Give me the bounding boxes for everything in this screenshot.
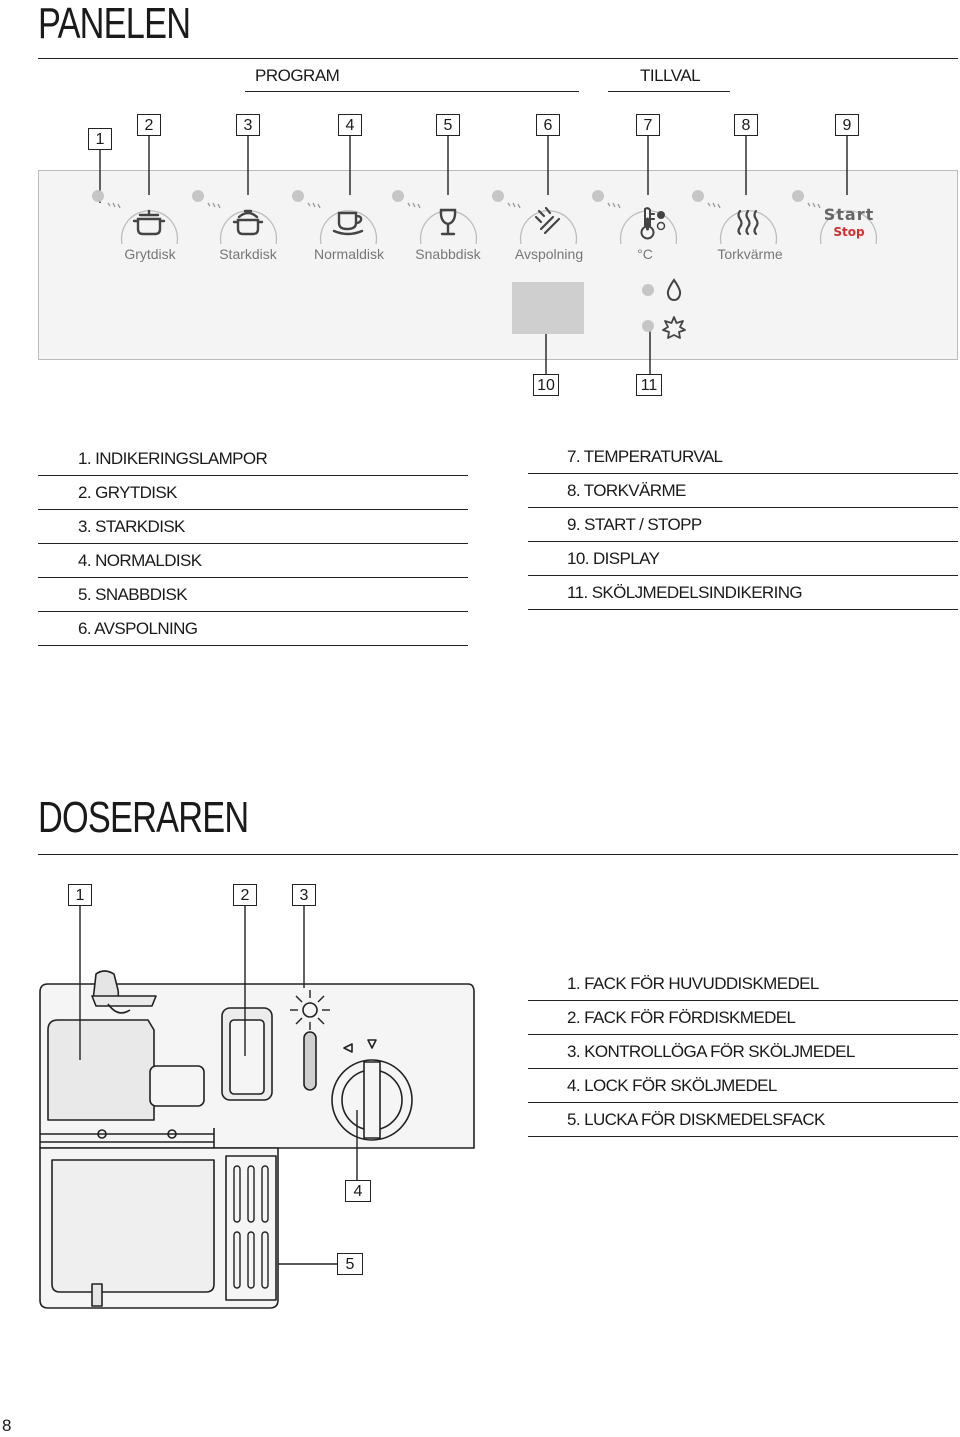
callout-10: 10	[533, 374, 559, 396]
legend-rule	[38, 509, 468, 510]
dispenser-callout-2: 2	[233, 884, 257, 906]
button-label-snabbdisk: Snabbdisk	[415, 246, 481, 262]
callout-4: 4	[338, 114, 362, 136]
callout-3: 3	[236, 114, 260, 136]
legend-rule	[528, 1102, 958, 1103]
legend-rule	[528, 1034, 958, 1035]
dispenser-drawing	[0, 880, 520, 1320]
legend-item-11: 11. SKÖLJMEDELSINDIKERING	[567, 583, 803, 602]
rinse-spray-icon	[531, 205, 565, 239]
dispenser-section-title: DOSERAREN	[38, 793, 249, 842]
legend-rule	[528, 609, 958, 610]
dispenser-callout-3: 3	[292, 884, 316, 906]
legend-rule	[38, 611, 468, 612]
button-label-normaldisk: Normaldisk	[313, 246, 385, 262]
dispenser-callout-5: 5	[337, 1253, 363, 1275]
legend-rule	[38, 645, 468, 646]
legend-rule	[528, 575, 958, 576]
callout-6: 6	[536, 114, 560, 136]
button-label-avspolning: Avspolning	[514, 246, 584, 262]
start-label: Start	[823, 205, 875, 224]
cup-plate-icon	[331, 205, 365, 239]
legend-item-9: 9. START / STOPP	[567, 515, 702, 534]
legend-rule	[528, 1068, 958, 1069]
dispenser-callout-1: 1	[68, 884, 92, 906]
callout-2: 2	[137, 114, 161, 136]
legend-rule	[38, 577, 468, 578]
thermometer-icon	[634, 205, 670, 241]
legend-item-5: 5. SNABBDISK	[78, 585, 188, 604]
legend-rule	[528, 541, 958, 542]
legend-rule	[528, 1000, 958, 1001]
callout-9: 9	[835, 114, 859, 136]
button-label-starkdisk: Starkdisk	[219, 246, 277, 262]
callout-5: 5	[436, 114, 460, 136]
legend-item-4: 4. NORMALDISK	[78, 551, 202, 570]
button-label-temperature: °C	[637, 246, 653, 262]
legend-rule	[528, 473, 958, 474]
callout-11: 11	[636, 374, 662, 396]
panel-section-title: PANELEN	[38, 0, 191, 48]
legend-rule	[528, 507, 958, 508]
button-label-grytdisk: Grytdisk	[124, 246, 176, 262]
title-rule	[38, 854, 958, 855]
legend-item-3: 3. STARKDISK	[78, 517, 185, 536]
legend-rule	[38, 543, 468, 544]
legend-item-8: 8. TORKVÄRME	[567, 481, 686, 500]
dispenser-legend-5: 5. LUCKA FÖR DISKMEDELSFACK	[567, 1110, 825, 1129]
legend-item-10: 10. DISPLAY	[567, 549, 660, 568]
dispenser-legend-1: 1. FACK FÖR HUVUDDISKMEDEL	[567, 974, 819, 993]
wine-glass-icon	[431, 205, 465, 239]
legend-item-7: 7. TEMPERATURVAL	[567, 447, 723, 466]
options-group-label: TILLVAL	[640, 66, 701, 85]
stop-label: Stop	[833, 225, 865, 239]
legend-rule	[528, 1136, 958, 1137]
button-label-torkvarme: Torkvärme	[717, 246, 783, 262]
dispenser-legend-3: 3. KONTROLLÖGA FÖR SKÖLJMEDEL	[567, 1042, 855, 1061]
page-number: 8	[2, 1416, 12, 1435]
heat-waves-icon	[731, 205, 765, 239]
callout-1: 1	[88, 128, 112, 150]
dispenser-legend-4: 4. LOCK FÖR SKÖLJMEDEL	[567, 1076, 777, 1095]
sun-indicator-icon	[662, 316, 686, 340]
legend-item-6: 6. AVSPOLNING	[78, 619, 198, 638]
pot-lid-icon	[231, 205, 265, 239]
program-group-label: PROGRAM	[255, 66, 340, 85]
dispenser-legend-2: 2. FACK FÖR FÖRDISKMEDEL	[567, 1008, 796, 1027]
legend-item-2: 2. GRYTDISK	[78, 483, 177, 502]
callout-7: 7	[636, 114, 660, 136]
water-drop-icon	[663, 278, 685, 302]
legend-rule	[38, 475, 468, 476]
pot-icon	[132, 205, 166, 239]
legend-item-1: 1. INDIKERINGSLAMPOR	[78, 449, 268, 468]
dispenser-callout-4: 4	[345, 1180, 371, 1202]
callout-8: 8	[734, 114, 758, 136]
